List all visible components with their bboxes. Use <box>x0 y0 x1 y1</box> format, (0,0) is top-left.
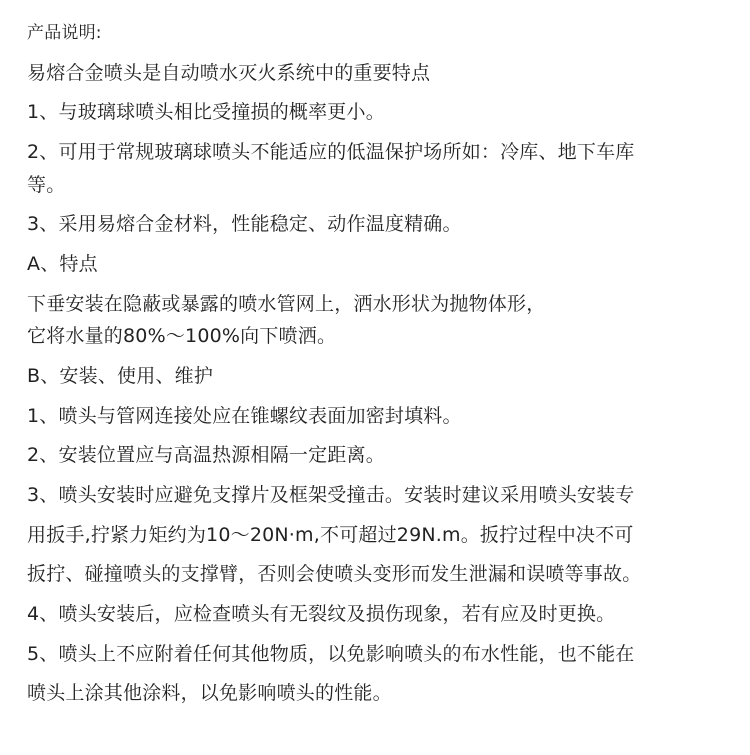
doc-line-intro: 易熔合金喷头是自动喷水灭火系统中的重要特点 <box>27 61 431 84</box>
doc-line-feature-3: 3、采用易熔合金材料，性能稳定、动作温度精确。 <box>27 213 462 236</box>
doc-section-a-heading: A、特点 <box>27 252 98 275</box>
doc-line-feature-1: 1、与玻璃球喷头相比受撞损的概率更小。 <box>27 101 385 124</box>
doc-line-install-3-cont-a: 用扳手,拧紧力矩约为10～20N·m,不可超过29N.m。扳拧过程中决不可 <box>27 523 634 546</box>
document-body <box>27 22 727 722</box>
doc-line-section-a-2: 它将水量的80%～100%向下喷洒。 <box>27 325 337 348</box>
doc-section-b-heading: B、安装、使用、维护 <box>27 364 214 387</box>
doc-line-install-4: 4、喷头安装后，应检查喷头有无裂纹及损伤现象，若有应及时更换。 <box>27 602 616 625</box>
doc-line-install-5: 5、喷头上不应附着任何其他物质，以免影响喷头的布水性能，也不能在 <box>27 642 635 665</box>
doc-line-install-3-cont-b: 扳拧、碰撞喷头的支撑臂，否则会使喷头变形而发生泄漏和误喷等事故。 <box>27 563 642 586</box>
doc-line-section-a-1: 下垂安装在隐蔽或暴露的喷水管网上，洒水形状为抛物体形， <box>27 292 546 315</box>
doc-line-install-1: 1、喷头与管网连接处应在锥螺纹表面加密封填料。 <box>27 404 462 427</box>
doc-line-install-2: 2、安装位置应与高温热源相隔一定距离。 <box>27 444 385 467</box>
doc-heading: 产品说明: <box>27 23 102 43</box>
doc-line-install-3: 3、喷头安装时应避免支撑片及框架受撞击。安装时建议采用喷头安装专 <box>27 483 635 506</box>
doc-line-feature-2: 2、可用于常规玻璃球喷头不能适应的低温保护场所如：冷库、地下车库 <box>27 141 635 164</box>
doc-line-feature-2-cont: 等。 <box>27 173 66 196</box>
doc-line-install-5-cont: 喷头上涂其他涂料，以免影响喷头的性能。 <box>27 682 392 705</box>
